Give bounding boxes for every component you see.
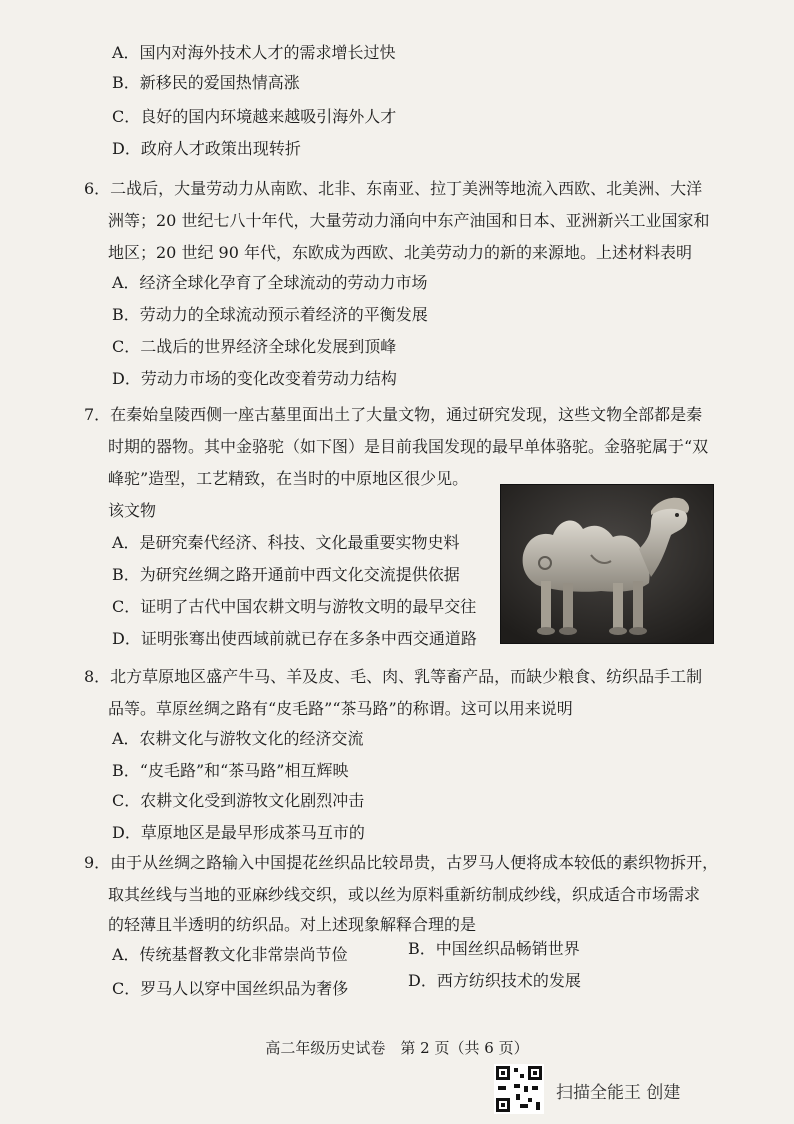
q7-option-c: C．证明了古代中国农耕文明与游牧文明的最早交往 — [112, 597, 477, 616]
q6-stem-line-1: 6．二战后，大量劳动力从南欧、北非、东南亚、拉丁美洲等地流入西欧、北美洲、大洋 — [84, 179, 703, 198]
q9-stem-line-1: 9．由于从丝绸之路输入中国提花丝织品比较昂贵，古罗马人便将成本较低的素织物拆开， — [84, 853, 719, 872]
page-footer: 高二年级历史试卷 第 2 页（共 6 页） — [265, 1039, 529, 1057]
q8-stem-line-2: 品等。草原丝绸之路有“皮毛路”“茶马路”的称谓。这可以用来说明 — [108, 699, 573, 718]
qr-code-icon — [494, 1064, 544, 1114]
q9-option-c: C．罗马人以穿中国丝织品为奢侈 — [112, 979, 349, 998]
q7-option-a: A．是研究秦代经济、科技、文化最重要实物史料 — [112, 533, 460, 552]
q6-option-c: C．二战后的世界经济全球化发展到顶峰 — [112, 337, 397, 356]
q5-option-d: D．政府人才政策出现转折 — [112, 139, 301, 158]
q5-option-b: B．新移民的爱国热情高涨 — [112, 73, 300, 92]
q7-stem-line-4: 该文物 — [108, 501, 157, 520]
q8-stem-line-1: 8．北方草原地区盛产牛马、羊及皮、毛、肉、乳等畜产品，而缺少粮食、纺织品手工制 — [84, 667, 703, 686]
q9-stem-line-3: 的轻薄且半透明的纺织品。对上述现象解释合理的是 — [108, 915, 477, 934]
q7-stem-line-3: 峰驼”造型，工艺精致，在当时的中原地区很少见。 — [108, 469, 469, 488]
q8-option-b: B．“皮毛路”和“茶马路”相互辉映 — [112, 761, 349, 780]
q9-stem-line-2: 取其丝线与当地的亚麻纱线交织，或以丝为原料重新纺制成纱线，织成适合市场需求 — [108, 885, 701, 904]
q9-option-a: A．传统基督教文化非常崇尚节俭 — [112, 945, 348, 964]
q7-option-b: B．为研究丝绸之路开通前中西文化交流提供依据 — [112, 565, 460, 584]
q7-stem-line-2: 时期的器物。其中金骆驼（如下图）是目前我国发现的最早单体骆驼。金骆驼属于“双 — [108, 437, 709, 456]
q6-option-b: B．劳动力的全球流动预示着经济的平衡发展 — [112, 305, 428, 324]
q9-option-b: B．中国丝织品畅销世界 — [408, 939, 580, 958]
q8-option-d: D．草原地区是最早形成茶马互市的 — [112, 823, 365, 842]
camel-icon — [501, 485, 713, 643]
golden-camel-photo — [500, 484, 714, 644]
q8-option-c: C．农耕文化受到游牧文化剧烈冲击 — [112, 791, 365, 810]
q5-option-a: A．国内对海外技术人才的需求增长过快 — [112, 43, 396, 62]
q6-option-d: D．劳动力市场的变化改变着劳动力结构 — [112, 369, 397, 388]
q6-stem-line-2: 洲等；20 世纪七八十年代，大量劳动力涌向中东产油国和日本、亚洲新兴工业国家和 — [108, 211, 710, 230]
q6-stem-line-3: 地区；20 世纪 90 年代，东欧成为西欧、北美劳动力的新的来源地。上述材料表明 — [108, 243, 692, 262]
q5-option-c: C．良好的国内环境越来越吸引海外人才 — [112, 107, 397, 126]
q7-stem-line-1: 7．在秦始皇陵西侧一座古墓里面出土了大量文物，通过研究发现，这些文物全部都是秦 — [84, 405, 703, 424]
scanner-watermark: 扫描全能王 创建 — [556, 1083, 681, 1103]
q7-option-d: D．证明张骞出使西域前就已存在多条中西交通道路 — [112, 629, 477, 648]
q6-option-a: A．经济全球化孕育了全球流动的劳动力市场 — [112, 273, 428, 292]
q9-option-d: D．西方纺织技术的发展 — [408, 971, 581, 990]
q8-option-a: A．农耕文化与游牧文化的经济交流 — [112, 729, 364, 748]
